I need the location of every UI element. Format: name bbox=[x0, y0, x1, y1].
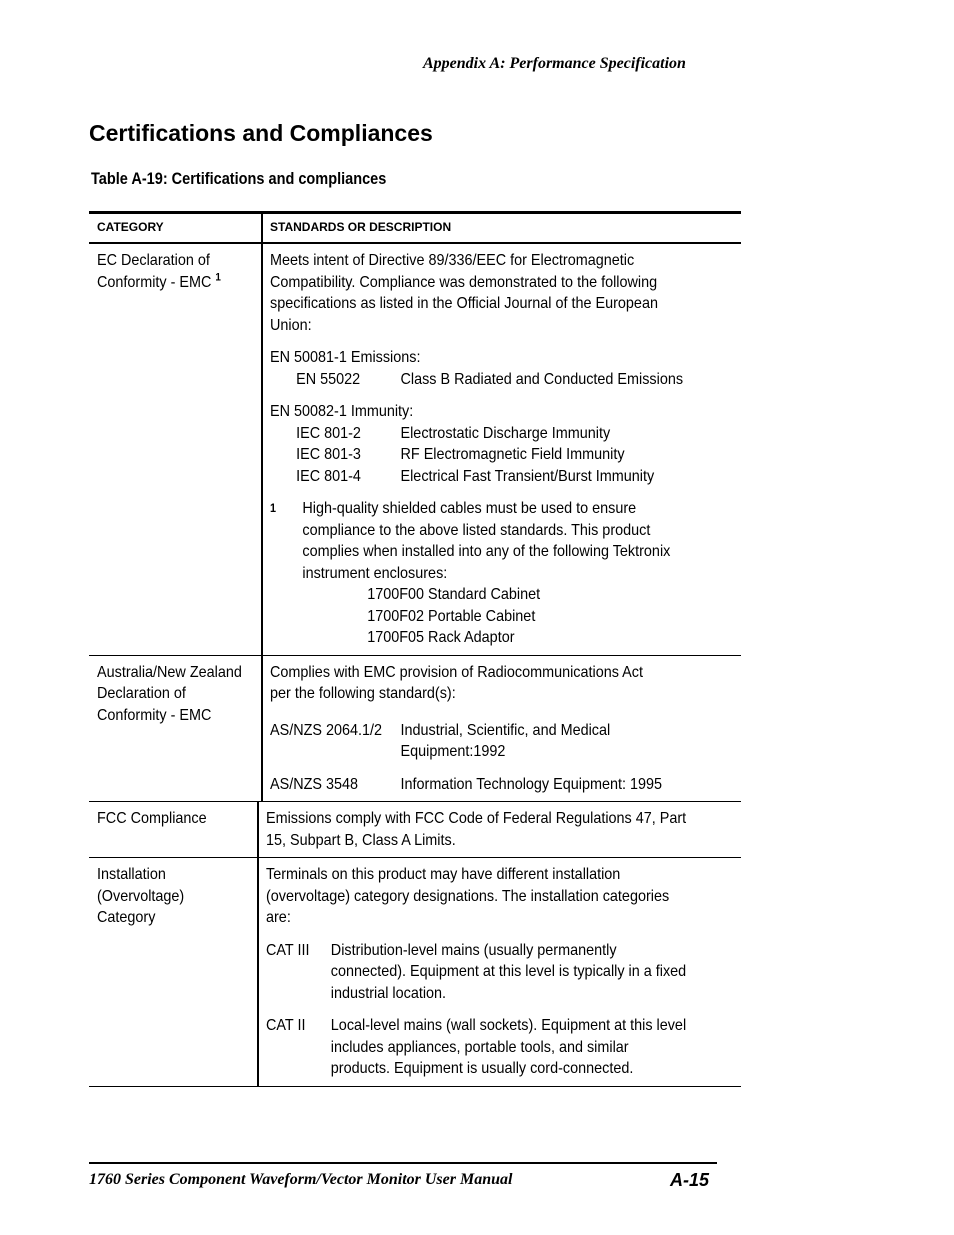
description-cell: Emissions comply with FCC Code of Federal Regulations 47, Part 15, Subpart B, Class A Limits. bbox=[266, 810, 687, 849]
category-cell: Australia/New Zealand Declaration of Conformity - EMC bbox=[89, 656, 263, 802]
running-header: Appendix A: Performance Specification bbox=[423, 55, 686, 72]
footer-rule bbox=[89, 1162, 717, 1164]
column-header-category: CATEGORY bbox=[89, 214, 263, 242]
enclosure-item: 1700F02 Portable Cabinet bbox=[367, 607, 536, 625]
category-text: EC Declaration of bbox=[97, 252, 210, 269]
table-caption: Table A-19: Certifications and compliances bbox=[91, 170, 387, 188]
immunity-block: EN 50082-1 Immunity: IEC 801-2 Electrostatic Discharge Immunity IEC 801-3 RF Electromagnetic Field Immunity IEC 801-4 Electrical Fast Transient/Burst Immunity bbox=[270, 403, 655, 485]
category-item: CAT III Distribution-level mains (usually permanently connected). Equipment at this level is typically in a fixed industrial location. bbox=[266, 941, 687, 1002]
standard-item: AS/NZS 3548 Information Technology Equipment: 1995 bbox=[270, 775, 663, 793]
column-header-standards: STANDARDS OR DESCRIPTION bbox=[270, 220, 452, 235]
description-cell: Terminals on this product may have different installation (overvoltage) category designations. The installation categories are: CAT III Distribution-level mains (usually permanently connected). Equipment at this level is typically in a fixed industrial location. CAT II Local-level mains (wall sockets). Equipment at this level includes appliances, portable tools, and similar products. Equipment is usually cord-connected. bbox=[259, 858, 741, 1086]
description-cell bbox=[263, 244, 741, 655]
table-row-fcc bbox=[89, 802, 741, 858]
footer-manual-title: 1760 Series Component Waveform/Vector Monitor User Manual bbox=[89, 1171, 513, 1188]
ec-intro: Meets intent of Directive 89/336/EEC for Electromagnetic Compatibility. Compliance was demonstrated to the following specifications as listed in the Official Journal of the European Union: bbox=[270, 252, 658, 334]
section-title: Certifications and Compliances bbox=[89, 120, 433, 146]
standard-item: AS/NZS 2064.1/2 Industrial, Scientific, and Medical Equipment:1992 bbox=[270, 721, 611, 760]
page-number: A-15 bbox=[670, 1170, 710, 1190]
description-cell: Complies with EMC provision of Radiocommunications Act per the following standard(s): AS/NZS 2064.1/2 Industrial, Scientific, and Medical Equipment:1992 AS/NZS 3548 Information Technology Equipment: 1995 bbox=[263, 656, 741, 802]
enclosure-item: 1700F05 Rack Adaptor bbox=[367, 629, 515, 646]
emissions-block: EN 50081-1 Emissions: EN 55022 Class B Radiated and Conducted Emissions bbox=[270, 349, 684, 388]
immunity-title: EN 50082-1 Immunity: bbox=[270, 403, 414, 420]
emissions-title: EN 50081-1 Emissions: bbox=[270, 349, 421, 366]
category-cell: Installation (Overvoltage) Category bbox=[89, 858, 259, 1086]
table-row-installation bbox=[89, 858, 741, 1087]
footnote-mark: 1 bbox=[215, 271, 221, 284]
category-cell: FCC Compliance bbox=[89, 802, 259, 857]
footnote-label: 1 bbox=[270, 501, 277, 515]
certifications-table bbox=[89, 211, 741, 1087]
category-cell bbox=[89, 244, 263, 655]
footnote: 1 High-quality shielded cables must be used to ensure compliance to the above listed standards. This product complies when installed into any of the following Tektronix instrument enclosures: 1700F00 Standard Cabinet 1700F02 Portable Cabinet 1700F05 Rack Adaptor bbox=[270, 498, 683, 649]
category-text: Conformity - EMC bbox=[97, 273, 212, 291]
table-row-ec-declaration bbox=[89, 244, 741, 656]
table-row-australia-nz bbox=[89, 656, 741, 803]
enclosure-item: 1700F00 Standard Cabinet bbox=[367, 586, 541, 603]
category-item: CAT II Local-level mains (wall sockets). Equipment at this level includes appliances, portable tools, and similar products. Equipment is usually cord-connected. bbox=[266, 1017, 687, 1077]
table-header-row bbox=[89, 211, 741, 244]
